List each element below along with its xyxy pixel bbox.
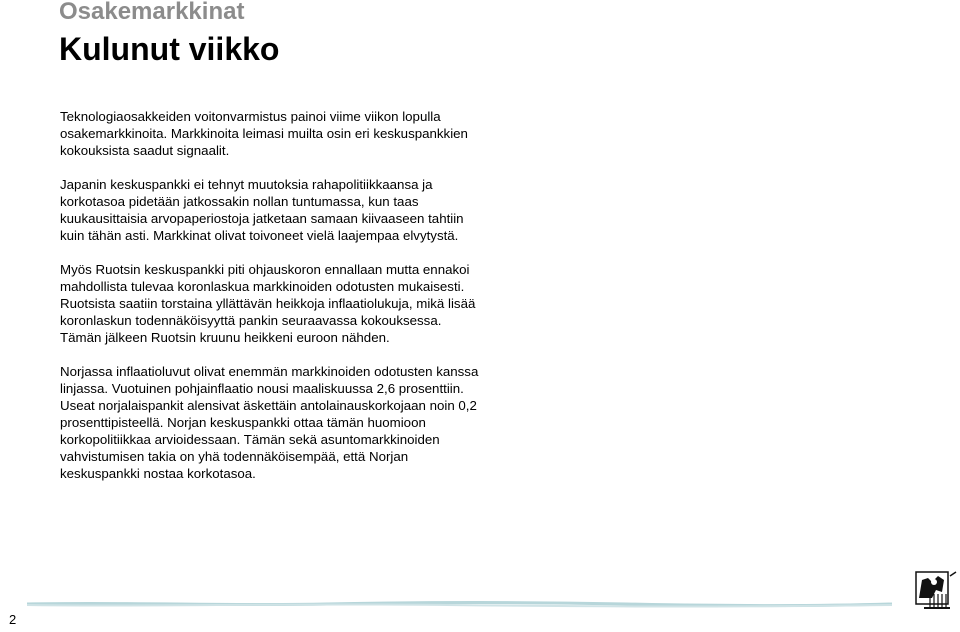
page-title: Kulunut viikko xyxy=(59,31,280,67)
footer-divider xyxy=(27,601,892,608)
paragraph-norway: Norjassa inflaatioluvut olivat enemmän markkinoiden odotusten kanssa linjassa. Vuotuinen pohjainflaatio nousi maaliskuussa 2,6 prosenttiin. Useat norjalaispankit alensivat äskettäin antolainauskorkojaan noin 0,2 prosenttipisteellä. Norjan keskuspankki ottaa tämän huomioon korkopolitiikkaa arvioidessaan. Tämän sekä asuntomarkkinoiden vahvistumisen takia on yhä todennäköisempää, että Norjan keskuspankki nostaa korkotasoa. xyxy=(60,364,479,481)
paragraph-tech-stocks: Teknologiaosakkeiden voitonvarmistus painoi viime viikon lopulla osakemarkkinoita. Markkinoita leimasi muilta osin eri keskuspankkien kokouksista saadut signaalit. xyxy=(60,109,468,158)
opin-logo-icon xyxy=(904,568,960,627)
paragraph-japan: Japanin keskuspankki ei tehnyt muutoksia rahapolitiikkaansa ja korkotasoa pidetään jatkossakin nollan tuntumassa, kun taas kuukausittaisia arvopaperiostoja jatketaan samaan kiivaaseen tahtiin kuin tähän asti. Markkinat olivat toivoneet vielä laajempaa elvytystä. xyxy=(60,177,464,243)
page-number: 2 xyxy=(9,612,17,627)
body-text xyxy=(60,108,480,499)
brand-logo xyxy=(904,568,960,627)
section-kicker: Osakemarkkinat xyxy=(59,0,245,25)
paragraph-sweden: Myös Ruotsin keskuspankki piti ohjauskoron ennallaan mutta ennakoi mahdollista tulevaa koronlaskua markkinoiden odotusten mukaisesti. Ruotsista saatiin torstaina yllättävän heikkoja inflaatiolukuja, mikä lisää koronlaskun todennäköisyyttä pankin seuraavassa kokouksessa. Tämän jälkeen Ruotsin kruunu heikkeni euroon nähden. xyxy=(60,262,476,345)
